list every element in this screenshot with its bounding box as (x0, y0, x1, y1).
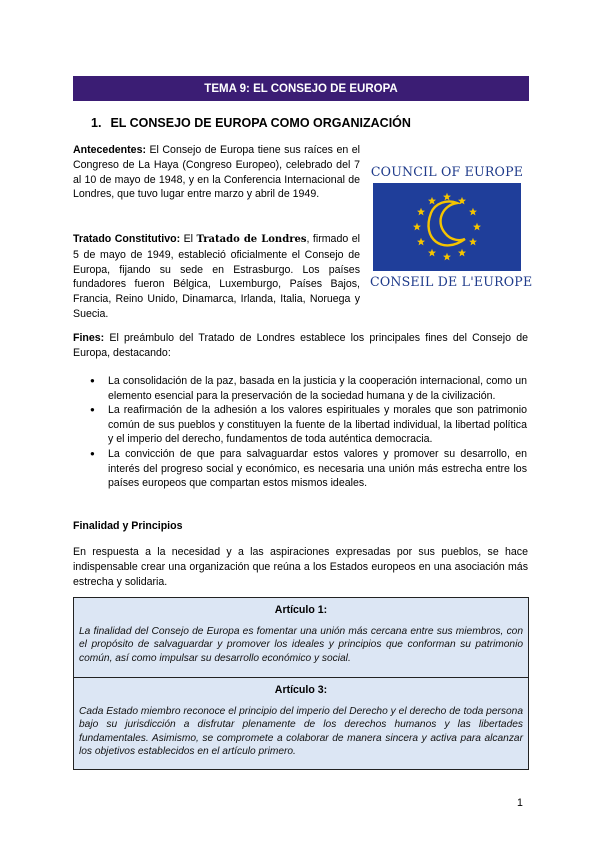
finalidad-heading: Finalidad y Principios (73, 520, 183, 532)
list-item: ● La consolidación de la paz, basada en la justicia y la cooperación internacional, como un elemento esencial para la preservación de la sociedad humana y de la civilización. (90, 374, 527, 403)
tratado-name: Tratado de Londres (196, 234, 307, 245)
tratado-paragraph (73, 232, 360, 322)
antecedentes-label: Antecedentes: (73, 144, 146, 156)
article-1-text: La finalidad del Consejo de Europa es fomentar una unión más cercana entre sus miembros, con el propósito de salvaguardar y promover los ideales y principios que conforman su patrimonio común, así como impulsar su desarrollo económico y social. (79, 626, 523, 664)
page-number: 1 (517, 797, 523, 809)
star-icon (469, 238, 477, 246)
star-icon (417, 238, 425, 246)
article-1-box (73, 597, 529, 679)
article-3-text: Cada Estado miembro reconoce el principio del imperio del Derecho y el derecho de toda persona bajo su jurisdicción a disfrutar plenamente de los derechos humanos y las libertades fundamentales. Asimismo, se compromete a colaborar de manera sincera y activa para alcanzar los objetivos establecidos en el artículo primero. (79, 706, 523, 758)
fines-label: Fines: (73, 332, 105, 344)
stars-circle-icon (373, 183, 521, 271)
tratado-label: Tratado Constitutivo: (73, 233, 181, 245)
section-title: EL CONSEJO DE EUROPA COMO ORGANIZACIÓN (110, 116, 411, 130)
star-icon (413, 223, 421, 231)
logo-bottom-text: CONSEIL DE L'EUROPE (370, 274, 533, 289)
article-3-box (73, 677, 529, 770)
article-1-title: Artículo 1: (274, 604, 328, 616)
list-item: ● La convicción de que para salvaguardar estos valores y promover su desarrollo, en interés del progreso social y económico, es necesaria una unión más estrecha entre los países europeos que compartan estos mismos ideales. (90, 447, 527, 491)
finalidad-paragraph: En respuesta a la necesidad y a las aspiraciones expresadas por sus pueblos, se hace indispensable crear una organización que reúna a los Estados europeos en una asociación más estrecha y solidaria. (73, 546, 528, 588)
star-icon (469, 208, 477, 216)
tratado-pre: El (180, 233, 197, 245)
star-icon (428, 249, 436, 257)
star-icon (458, 249, 466, 257)
list-item: ● La reafirmación de la adhesión a los valores espirituales y morales que son patrimonio común de sus pueblos y constituyen la fuente de la libertad individual, la libertad política y el imperio del derecho, fundamentos de toda auténtica democracia. (90, 403, 527, 447)
antecedentes-paragraph (73, 143, 360, 202)
topic-banner: TEMA 9: EL CONSEJO DE EUROPA (73, 76, 529, 101)
fines-paragraph (73, 331, 528, 361)
tratado-text: , firmado el 5 de mayo de 1949, estableció oficialmente el Consejo de Europa, fijando su sede en Estrasburgo. Los países fundadores fueron Bélgica, Luxemburgo, Países Bajos, Francia, Reino Unido, Dinamarca, Irlanda, Italia, Noruega y Suecia. (73, 233, 360, 320)
star-icon (443, 193, 451, 201)
star-icon (473, 223, 481, 231)
council-of-europe-logo (370, 164, 533, 290)
fines-text: El preámbulo del Tratado de Londres establece los principales fines del Consejo de Europa, destacando: (73, 332, 528, 359)
fines-list (90, 374, 527, 491)
star-icon (428, 197, 436, 205)
antecedentes-text: El Consejo de Europa tiene sus raíces en el Congreso de La Haya (Congreso Europeo), celebrado del 7 al 10 de mayo de 1948, y en la Conferencia Internacional de Londres, que tuvo lugar entre marzo y abril de 1949. (73, 144, 360, 201)
section-heading (91, 116, 411, 130)
star-icon (443, 253, 451, 261)
article-3-title: Artículo 3: (274, 684, 328, 696)
logo-flag (373, 183, 521, 271)
star-icon (417, 208, 425, 216)
logo-top-text: COUNCIL OF EUROPE (370, 164, 524, 179)
section-number: 1. (91, 116, 102, 130)
